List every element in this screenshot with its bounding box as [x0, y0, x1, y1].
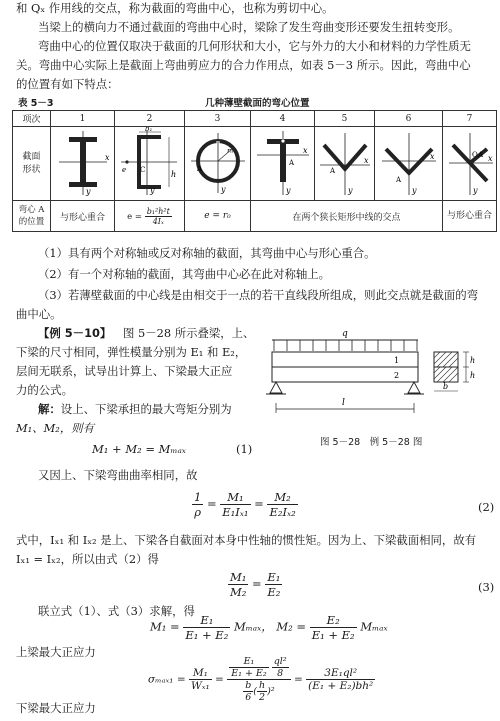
equation-1-number: (1) [236, 442, 253, 456]
example-line-4: 力的公式。 [16, 383, 73, 397]
label-e: e [121, 166, 126, 174]
label-A: A [477, 151, 483, 159]
col-1: 1 [51, 111, 115, 127]
label-y: y [411, 186, 417, 195]
label-A: A [196, 165, 202, 173]
label-b1: b₁ [144, 127, 152, 133]
equation-5: σₘₐₓ₁ = $\frac{\text{M₁}}{\text{Wₓ₁}}$ = $\frac{\text{E₁}}{\text{E₁ + E₂}}$ $\frac{\text{ql²}}{8}$ $\frac{b}{6}$ ( $\frac{h}{2}$ )² = $\frac{\text{3E₁ql²}}{\text{(E₁ + E₂)bh²}}$ [148, 656, 374, 703]
para-line-1: 和 Qₓ 作用线的交点，称为截面的弯曲中心，也称为剪切中心。 [16, 1, 334, 15]
header-label: 项次 [13, 111, 51, 127]
label-y: y [220, 185, 226, 194]
table-number: 表 5－3 [18, 98, 54, 109]
para-line-2: 当梁上的横向力不通过截面的弯曲中心时，梁除了发生弯曲变形还要发生扭转变形。 [38, 20, 460, 34]
center-1: 与形心重合 [51, 201, 115, 232]
equation-1: M₁ + M₂ = Mₘₐₓ [92, 442, 186, 456]
label-A: A [395, 176, 401, 184]
label-x: x [487, 154, 493, 163]
text-where-b: Iₓ₁ = Iₓ₂，所以由式（2）得 [16, 552, 159, 566]
label-x: x [363, 156, 369, 165]
label-x: x [302, 146, 308, 155]
label-A: A [329, 167, 335, 175]
shape-angle-2 [375, 127, 443, 201]
col-7: 7 [443, 111, 497, 127]
equation-2-number: (2) [478, 500, 495, 514]
label-y: y [472, 186, 478, 195]
row-label-shape: 截面形状 [13, 127, 51, 201]
feature-2: （2）有一个对称轴的截面，其弯曲中心必在此对称轴上。 [38, 267, 331, 281]
solution-line-1: 设上、下梁承担的最大弯矩分别为 [60, 402, 232, 416]
solution-tag: 解： [38, 402, 61, 416]
solution-line-2: M₁、M₂，则有 [16, 421, 95, 435]
example-tag: 【例 5－10】 [38, 326, 112, 340]
label-A: A [288, 159, 294, 167]
center-7: 与形心重合 [443, 201, 497, 232]
label-x: x [429, 152, 435, 161]
text-where-a: 式中，Iₓ₁ 和 Iₓ₂ 是上、下梁各自截面对本身中性轴的惯性矩。因为上、下梁截面相同，故有 [16, 533, 477, 547]
figure-caption: 图 5－28 例 5－28 图 [320, 437, 423, 448]
shape-ring [185, 127, 251, 201]
equation-3-number: (3) [478, 580, 495, 594]
feature-3a: （3）若薄壁截面的中心线是由相交于一点的若干直线段所组成，则此交点就是截面的弯 [38, 288, 479, 302]
label-beam-1: 1 [394, 356, 400, 365]
solution-line-3: 又因上、下梁弯曲曲率相同，故 [38, 468, 198, 482]
center-456: 在两个狭长矩形中线的交点 [251, 201, 443, 232]
text-upper: 上梁最大正应力 [16, 645, 96, 659]
text-solve: 联立式（1）、式（3）求解，得 [38, 604, 195, 618]
label-h-lower: h [470, 371, 476, 380]
col-3: 3 [185, 111, 251, 127]
shape-channel [115, 127, 185, 201]
feature-3b: 曲中心。 [16, 307, 62, 321]
label-x: x [104, 153, 110, 162]
center-2-prefix: e = [127, 211, 143, 222]
label-b: b [443, 382, 449, 391]
label-y: y [347, 186, 353, 195]
feature-1: （1）具有两个对称轴或反对称轴的截面，其弯曲中心与形心重合。 [38, 246, 376, 260]
col-4: 4 [251, 111, 315, 127]
section-table [12, 110, 497, 232]
table-title: 几种薄壁截面的弯心位置 [205, 98, 310, 109]
load-arrows [274, 340, 417, 351]
label-C: C [139, 166, 145, 174]
center-2-den: 4Iₓ [152, 216, 164, 226]
shape-t-section [251, 127, 315, 201]
label-y: y [285, 186, 291, 195]
para-line-4: 关。弯曲中心实际上是截面上弯曲剪应力的合力作用点，如表 5－3 所示。因此，弯曲中心 [16, 58, 471, 72]
equation-3: $\frac{\text{M₁}}{\text{M₂}}$ = $\frac{\text{E₁}}{\text{E₂}}$ [230, 570, 281, 599]
row-label-center: 弯心 A 的位置 [13, 201, 51, 232]
col-6: 6 [375, 111, 443, 127]
para-line-3: 弯曲中心的位置仅取决于截面的几何形状和大小，它与外力的大小和材料的力学性质无 [38, 39, 471, 53]
label-r0: r₀ [226, 147, 233, 155]
label-h-upper: h [470, 356, 476, 365]
shape-angle-1 [315, 127, 375, 201]
col-5: 5 [315, 111, 375, 127]
label-l: l [342, 398, 345, 408]
shape-z-section [443, 127, 497, 201]
figure-5-28 [262, 325, 498, 450]
label-y: y [149, 186, 155, 195]
col-2: 2 [115, 111, 185, 127]
label-beam-2: 2 [394, 371, 400, 380]
center-3: e = r₀ [185, 201, 251, 232]
center-2 [115, 201, 185, 232]
example-line-3: 层间无联系，试导出计算上、下梁最大正应 [16, 364, 233, 378]
para-line-5: 的位置有如下特点： [16, 77, 119, 91]
label-h: h [170, 170, 176, 179]
shape-i-section [51, 127, 115, 201]
example-line-2: 下梁的尺寸相同，弹性模量分别为 E₁ 和 E₂， [16, 345, 247, 359]
center-2-num: b₁²h²t [146, 206, 170, 216]
label-q: q [342, 329, 348, 339]
text-lower: 下梁最大正应力 [16, 701, 96, 715]
equation-4: M₁ = $\frac{\text{E₁}}{\text{E₁ + E₂}}$ Mₘₐₓ， M₂ = $\frac{\text{E₂}}{\text{E₁ + E₂}}$ Mₘₐₓ [150, 613, 388, 642]
equation-2: $\frac{1}{\rho}$ = $\frac{\text{M₁}}{\text{E₁Iₓ₁}}$ = $\frac{\text{M₂}}{\text{E₂Iₓ₂}}$ [194, 490, 296, 519]
example-line-1: 图 5－28 所示叠梁，上、 [122, 326, 255, 340]
label-OA: O [471, 151, 478, 159]
label-y: y [85, 187, 91, 196]
